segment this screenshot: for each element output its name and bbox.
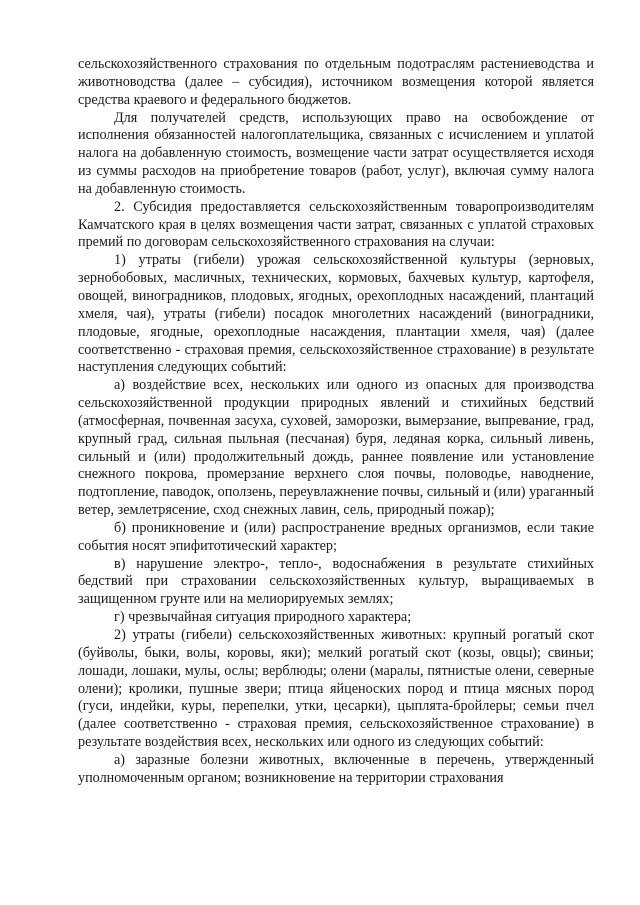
- paragraph-utility-failure: в) нарушение электро-, тепло-, водоснабжения в результате стихийных бедствий при страховании сельскохозяйственных культур, выращиваемых в защищенном грунте или на мелиорируемых землях;: [78, 555, 594, 608]
- paragraph-crop-loss: 1) утраты (гибели) урожая сельскохозяйственной культуры (зерновых, зернобобовых, масличных, технических, кормовых, бахчевых культур, картофеля, овощей, виноградников, плодовых, ягодных, орехоплодных насаждений, плантаций хмеля, чая), утраты (гибели) посадок многолетних насаждений (виноградники, плодовые, ягодные, орехоплодные насаждения, плантации хмеля, чая) (далее соответственно - страховая премия, сельскохозяйственное страхование) в результате наступления следующих событий:: [78, 252, 594, 376]
- paragraph-emergency: г) чрезвычайная ситуация природного характера;: [114, 609, 412, 626]
- paragraph-pests: б) проникновение и (или) распространение вредных организмов, если такие события носят эпифитотический характер;: [78, 519, 594, 554]
- paragraph-vat-exemption: Для получателей средств, использующих право на освобождение от исполнения обязанностей налогоплательщика, связанных с исчислением и уплатой налога на добавленную стоимость, возмещение части затрат осуществляется исходя из суммы расходов на приобретение товаров (работ, услуг), включая сумму налога на добавленную стоимость.: [78, 109, 594, 197]
- paragraph-natural-disasters: а) воздействие всех, нескольких или одного из опасных для производства сельскохозяйственной продукции природных явлений и стихийных бедствий (атмосферная, почвенная засуха, суховей, заморозки, вымерзание, выпревание, град, крупный град, сильная пыльная (песчаная) буря, ледяная корка, сильный ливень, сильный и (или) продолжительный дождь, раннее появление или установление снежного покрова, промерзание верхнего слоя почвы, половодье, наводнение, подтопление, паводок, оползень, переувлажнение почвы, сильный и (или) ураганный ветер, землетрясение, сход снежных лавин, сель, природный пожар);: [78, 377, 594, 519]
- paragraph-item-2: 2. Субсидия предоставляется сельскохозяйственным товаропроизводителям Камчатского края в целях возмещения части затрат, связанных с уплатой страховых премий по договорам сельскохозяйственного страхования на случаи:: [78, 198, 594, 251]
- document-page: [78, 56, 594, 788]
- paragraph-animal-diseases: а) заразные болезни животных, включенные в перечень, утвержденный уполномоченным органом; возникновение на территории страхования: [78, 751, 594, 786]
- paragraph-subsidy-intro: сельскохозяйственного страхования по отдельным подотраслям растениеводства и животноводства (далее – субсидия), источником возмещения которой является средства краевого и федерального бюджетов.: [78, 56, 594, 108]
- paragraph-livestock-loss: 2) утраты (гибели) сельскохозяйственных животных: крупный рогатый скот (буйволы, быки, волы, коровы, яки); мелкий рогатый скот (козы, овцы); свиньи; лошади, лошаки, мулы, ослы; верблюды; олени (маралы, пятнистые олени, северные олени); кролики, пушные звери; птица яйценоских пород и птица мясных пород (гуси, индейки, куры, перепелки, утки, цесарки), цыплята-бройлеры; семьи пчел (далее соответственно - страховая премия, сельскохозяйственное страхование) в результате воздействия всех, нескольких или одного из следующих событий:: [78, 627, 594, 751]
